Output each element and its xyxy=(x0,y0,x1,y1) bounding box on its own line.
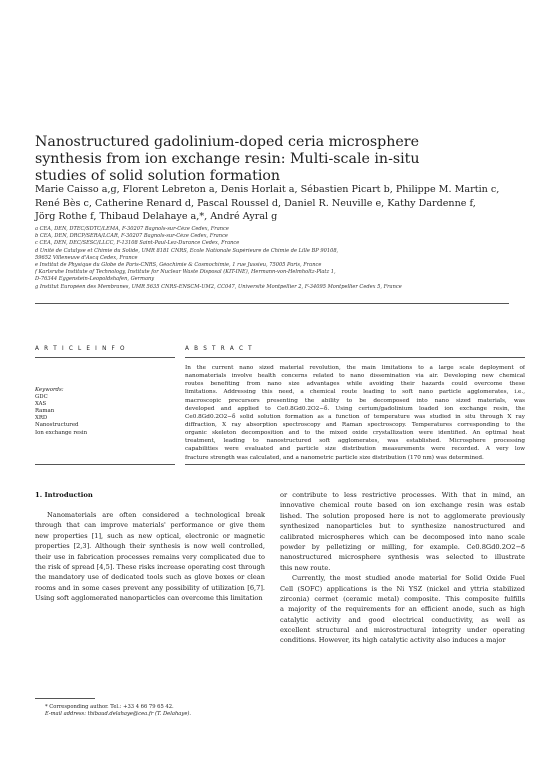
affiliation: b CEA, DEN, DRCP/SERA/LCAR, F-30207 Bagnols-sur-Cèze Cedex, France xyxy=(35,233,228,240)
body-line: or contribute to less restrictive processes. With that in mind, an xyxy=(280,491,525,499)
affiliation: a CEA, DEN, DTEC/SDTC/LEMA, F-30207 Bagnols-sur-Cèze Cedex, France xyxy=(35,226,229,232)
body-line: the mandatory use of dedicated tools such as glove boxes or clean xyxy=(35,573,265,582)
corresponding-author-note: * Corresponding author. Tel.: +33 4 66 79 65 42. xyxy=(45,704,174,710)
affiliation: f Karlsruhe Institute of Technology, Institute for Nuclear Waste Disposal (KIT-INE), Hermann-von-Helmholtz-Platz 1, xyxy=(35,269,336,276)
affiliation: e Institut de Physique du Globe de Paris-CNRS, Géochimie & Cosmochimie, 1 rue Jussieu, 75005 Paris, France xyxy=(35,262,322,269)
divider xyxy=(35,357,175,358)
abstract-line: developed and applied to Ce0.8Gd0.2O2−δ. Using cerium/gadolinium loaded ion exchange resin, the xyxy=(185,405,525,412)
body-line: Cell (SOFC) applications is the Ni YSZ (nickel and yttria stabilized xyxy=(280,584,525,593)
body-line: catalytic activity and good electrical conductivity, as well as xyxy=(280,615,525,624)
body-line: innovative chemical route based on ion exchange resin was estab xyxy=(280,501,525,510)
body-line: properties [2,3]. Although their synthesis is now well controlled, xyxy=(35,542,265,551)
body-line: the risk of spread [4,5]. These risks increase operating cost through xyxy=(35,562,265,571)
affiliation-list xyxy=(35,226,525,291)
keyword: XRD xyxy=(35,415,48,422)
keyword: GDC xyxy=(35,394,48,401)
affiliation: c CEA, DEN, DEC/SESC/LLCC, F-13108 Saint-Paul-Lez-Durance Cedex, France xyxy=(35,240,240,247)
author-line: Marie Caisso a,g, Florent Lebreton a, Denis Horlait a, Sébastien Picart b, Philippe M. Martin c, xyxy=(35,184,500,195)
body-line: calibrated microspheres which can be decomposed into nano scale xyxy=(280,532,525,541)
body-line: nanostructured microsphere synthesis was selected to illustrate xyxy=(280,553,525,562)
body-line: new properties [1], such as new optical, electronic or magnetic xyxy=(35,531,265,540)
body-line: their use in fabrication processes remains very complicated due to xyxy=(35,552,265,561)
body-line: through that can improve materials' performance or give them xyxy=(35,521,265,530)
author-list xyxy=(35,183,515,224)
abstract-line: Ce0.8Gd0.2O2−δ solid solution formation as a function of temperature was studied in situ through X ray xyxy=(185,413,525,420)
article-title xyxy=(35,134,475,185)
body-line: excellent structural and microstructural integrity under operating xyxy=(280,626,525,635)
right-column-text xyxy=(280,490,525,646)
abstract-line: treatment, leading to nanostructured soft agglomerates, was established. Microsphere processing xyxy=(185,438,525,445)
affiliation: d Unité de Catalyse et Chimie du Solide, UMR 8181 CNRS, Ecole Nationale Supérieure de Chimie de Lille BP 90108, xyxy=(35,247,339,254)
left-column-text xyxy=(35,510,265,604)
abstract-line: organic skeleton decomposition and to the mixed oxide crystallization were identified. An optimal heat xyxy=(185,430,525,437)
body-line: zirconia) cermet (ceramic metal) composite. This composite fulfills xyxy=(280,594,525,603)
body-line: rooms and in some cases prevent any possibility of utilization [6,7]. xyxy=(35,583,265,592)
abstract-line: fracture strength was calculated, and a nanometric particle size distribution (170 nm) was determined. xyxy=(185,454,484,461)
abstract-line: diffraction, X ray absorption spectroscopy and Raman spectroscopy. Temperatures corresponding to the xyxy=(185,421,525,428)
body-line: Using soft agglomerated nanoparticles can overcome this limitation xyxy=(35,594,263,603)
body-line: powder by pelletizing or milling, for example. Ce0.8Gd0.2O2−δ xyxy=(280,542,525,551)
abstract-line: nanomaterials involve health concerns related to nano dissemination via air. Developing new chemical xyxy=(185,373,525,380)
abstract-line: macroscopic precursors presenting the ability to be decomposed into nano sized materials, was xyxy=(185,397,525,404)
keywords-heading: Keywords: xyxy=(35,387,64,393)
title-line: studies of solid solution formation xyxy=(35,168,281,184)
divider xyxy=(35,464,175,465)
author-line: René Bès c, Catherine Renard d, Pascal Roussel d, Daniel R. Neuville e, Kathy Dardenne f, xyxy=(35,197,476,209)
body-line: this new route. xyxy=(280,563,331,572)
body-line: lished. The solution proposed here is not to agglomerate previously xyxy=(280,511,525,520)
keyword: Raman xyxy=(35,408,55,415)
body-line: a majority of the requirements for an efficient anode, such as high xyxy=(280,605,525,614)
body-line: Nanomaterials are often considered a technological break xyxy=(47,511,265,519)
email-note: E-mail address: thibaud.delahaye@cea.fr (T. Delahaye). xyxy=(45,711,192,718)
divider xyxy=(185,464,525,465)
abstract-heading: A B S T R A C T xyxy=(185,346,254,352)
body-line: conditions. However, its high catalytic activity also induces a major xyxy=(280,636,506,645)
footnote xyxy=(45,704,245,718)
keyword: XAS xyxy=(35,401,47,408)
abstract-line: In the current nano sized material revolution, the main limitations to a large scale deployment of xyxy=(185,365,525,371)
abstract-line: routes benefiting from nano size advantages while avoiding their hazards could overcome these xyxy=(185,381,525,388)
section-heading-introduction: 1. Introduction xyxy=(35,491,93,499)
title-line: synthesis from ion exchange resin: Multi-scale in-situ xyxy=(35,151,420,167)
footnote-divider xyxy=(35,698,95,699)
author-line: Jörg Rothe f, Thibaud Delahaye a,*, André Ayral g xyxy=(35,211,278,222)
keywords-block xyxy=(35,387,175,437)
body-line: Currently, the most studied anode material for Solid Oxide Fuel xyxy=(292,574,525,583)
title-line: Nanostructured gadolinium-doped ceria microsphere xyxy=(35,134,419,150)
affiliation: D-76344 Eggenstein-Leopoldshafen, Germany xyxy=(35,276,155,283)
abstract-line: limitations. Addressing this need, a chemical route leading to soft nano particle agglomerates, i.e., xyxy=(185,389,525,396)
affiliation: 59652 Villeneuve d'Ascq Cedex, France xyxy=(35,254,138,261)
abstract-text xyxy=(185,364,525,462)
abstract-line: capabilities were evaluated and particle size distribution measurements were recorded. A very low xyxy=(185,446,525,453)
affiliation: g Institut Européen des Membranes, UMR 5635 CNRS-ENSCM-UM2, CC047, Université Montpellier 2, F-34095 Montpellier Cedex 5, France xyxy=(35,283,402,290)
divider xyxy=(185,357,525,358)
body-line: synthesized nanoparticles but to synthesize nanostructured and xyxy=(280,522,525,531)
divider xyxy=(35,303,509,304)
keyword: Nanostructured xyxy=(35,422,79,429)
article-info-heading: A R T I C L E I N F O xyxy=(35,346,127,352)
keyword: Ion exchange resin xyxy=(35,429,88,436)
